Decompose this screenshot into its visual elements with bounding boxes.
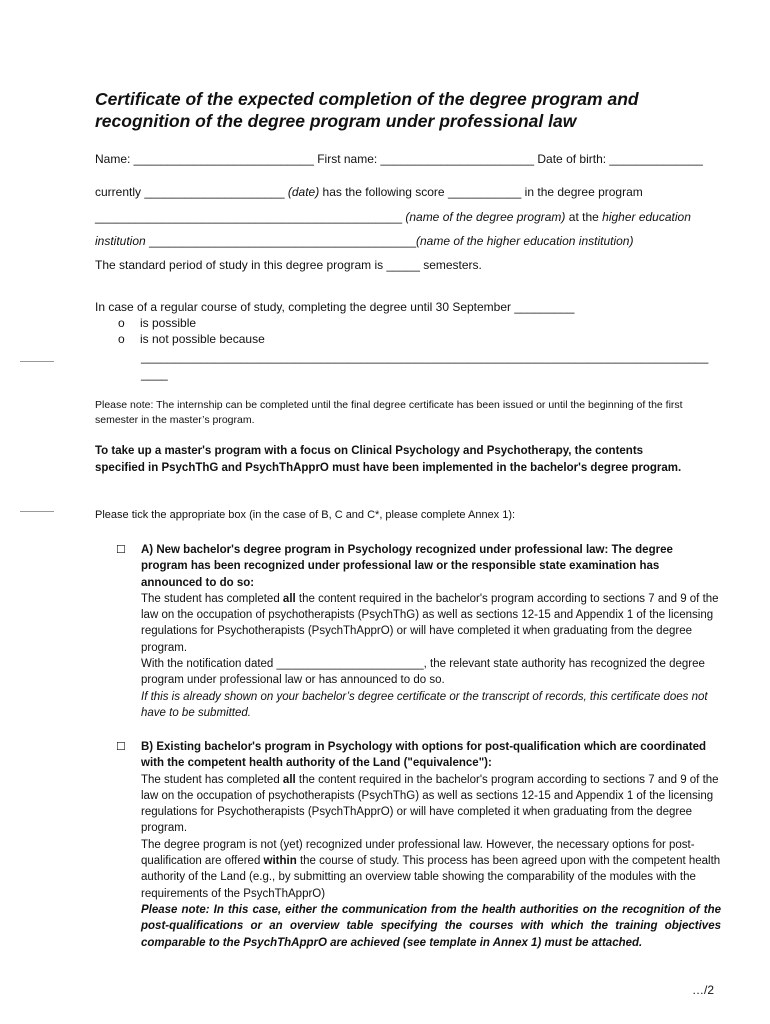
- section-a-text: The student has completed: [141, 592, 283, 605]
- bullet-icon: o: [118, 316, 125, 330]
- all-emphasis: all: [282, 592, 296, 605]
- score-line: [95, 185, 643, 199]
- currently-text: currently _____________________: [95, 185, 288, 199]
- institution-blank: ________________________________________: [145, 234, 416, 248]
- regular-course-line: In case of a regular course of study, completing the degree until 30 September _________: [95, 300, 575, 314]
- checkbox-a[interactable]: ☐: [116, 544, 126, 556]
- section-b: [141, 739, 721, 951]
- section-a: [141, 542, 721, 721]
- institution-line: [95, 234, 633, 248]
- section-a-content-paragraph: [141, 591, 721, 656]
- bullet-icon: o: [118, 332, 125, 346]
- section-b-text: The student has completed: [141, 773, 283, 786]
- section-b-post-qualification-paragraph: [141, 837, 721, 902]
- at-the-text: at the: [565, 210, 603, 224]
- section-b-content-paragraph: [141, 772, 721, 837]
- margin-mark: [20, 361, 54, 362]
- all-emphasis: all: [282, 773, 296, 786]
- score-text: has the following score ___________ in the degree program: [319, 185, 643, 199]
- margin-mark: [20, 511, 54, 512]
- section-a-notification-paragraph: With the notification dated _______________________, the relevant state authority has recognized the degree program under professional law or has announced to do so.: [141, 658, 705, 687]
- within-emphasis: within: [263, 855, 297, 868]
- page-number: …/2: [692, 983, 715, 997]
- checkbox-b[interactable]: ☐: [116, 741, 126, 753]
- option-not-possible-label: is not possible because: [140, 332, 265, 346]
- degree-program-blank: ______________________________________________: [95, 210, 406, 224]
- degree-program-line: [95, 210, 691, 224]
- date-label: (date): [287, 185, 320, 199]
- focus-requirements-paragraph: To take up a master's program with a focus on Clinical Psychology and Psychotherapy, the contents specified in PsychThG and PsychThApprO must have been implemented in the bachelor's degree program.: [95, 445, 682, 474]
- section-a-note: If this is already shown on your bachelor’s degree certificate or the transcript of records, this certificate does not have to be submitted.: [141, 690, 708, 719]
- institution-name-label: (name of the higher education institution): [416, 234, 634, 248]
- name-line: Name: ___________________________ First name: _______________________ Date of birth: ______________: [95, 152, 703, 166]
- section-a-heading: A) New bachelor's degree program in Psychology recognized under professional law: The degree program has been recognized under professional law or the responsible state examination has announced to do so:: [141, 544, 673, 589]
- reason-blank-line-1: _____________________________________________________________________________________: [141, 350, 709, 364]
- option-not-possible: [118, 332, 265, 346]
- option-possible: [118, 316, 196, 330]
- reason-blank-line-2: ____: [141, 367, 168, 381]
- section-b-note: Please note: In this case, either the communication from the health authorities on the recognition of the post-qualifications or an overview table specifying the courses with which the training objectives comparable to the PsychThApprO are achieved (see template in Annex 1) must be attached.: [141, 903, 721, 949]
- option-possible-label: is possible: [140, 316, 197, 330]
- document-title: Certificate of the expected completion of the degree program and recognition of the degree program under professional law: [95, 89, 639, 131]
- section-b-heading: B) Existing bachelor's program in Psychology with options for post-qualification which are coordinated with the competent health authority of the Land ("equivalence"):: [141, 741, 707, 770]
- tick-instruction: Please tick the appropriate box (in the case of B, C and C*, please complete Annex 1):: [95, 509, 516, 521]
- institution-label: institution: [95, 234, 146, 248]
- section-b-text: the content required in the bachelor's program according to sections 7 and 9 of the law on the occupation of psychotherapists (PsychThG) as well as sections 12-15 and Appendix 1 of the licensing regulations for Psychotherapists (PsychThApprO) or will have completed it when graduating from the degree program.: [141, 773, 719, 835]
- standard-period-line: The standard period of study in this degree program is _____ semesters.: [95, 258, 482, 272]
- section-a-text: the content required in the bachelor's program according to sections 7 and 9 of the law on the occupation of psychotherapists (PsychThG) as well as sections 12-15 and Appendix 1 of the licensing regulations for Psychotherapists (PsychThApprO) or will have completed it when graduating from the degree program.: [141, 592, 719, 654]
- internship-note: Please note: The internship can be completed until the final degree certificate has been issued or until the beginning of the first semester in the master’s program.: [95, 399, 683, 426]
- section-b-text: The degree program is not (yet) recognized under professional law. However, the necessary options for post-qualification are offered: [141, 838, 695, 868]
- higher-education-label: higher education: [602, 210, 691, 224]
- degree-program-label: (name of the degree program): [405, 210, 566, 224]
- section-b-text: the course of study. This process has been agreed upon with the competent health authority of the Land (e.g., by submitting an overview table showing the comparability of the modules with the requirements of the PsychThApprO): [141, 855, 721, 900]
